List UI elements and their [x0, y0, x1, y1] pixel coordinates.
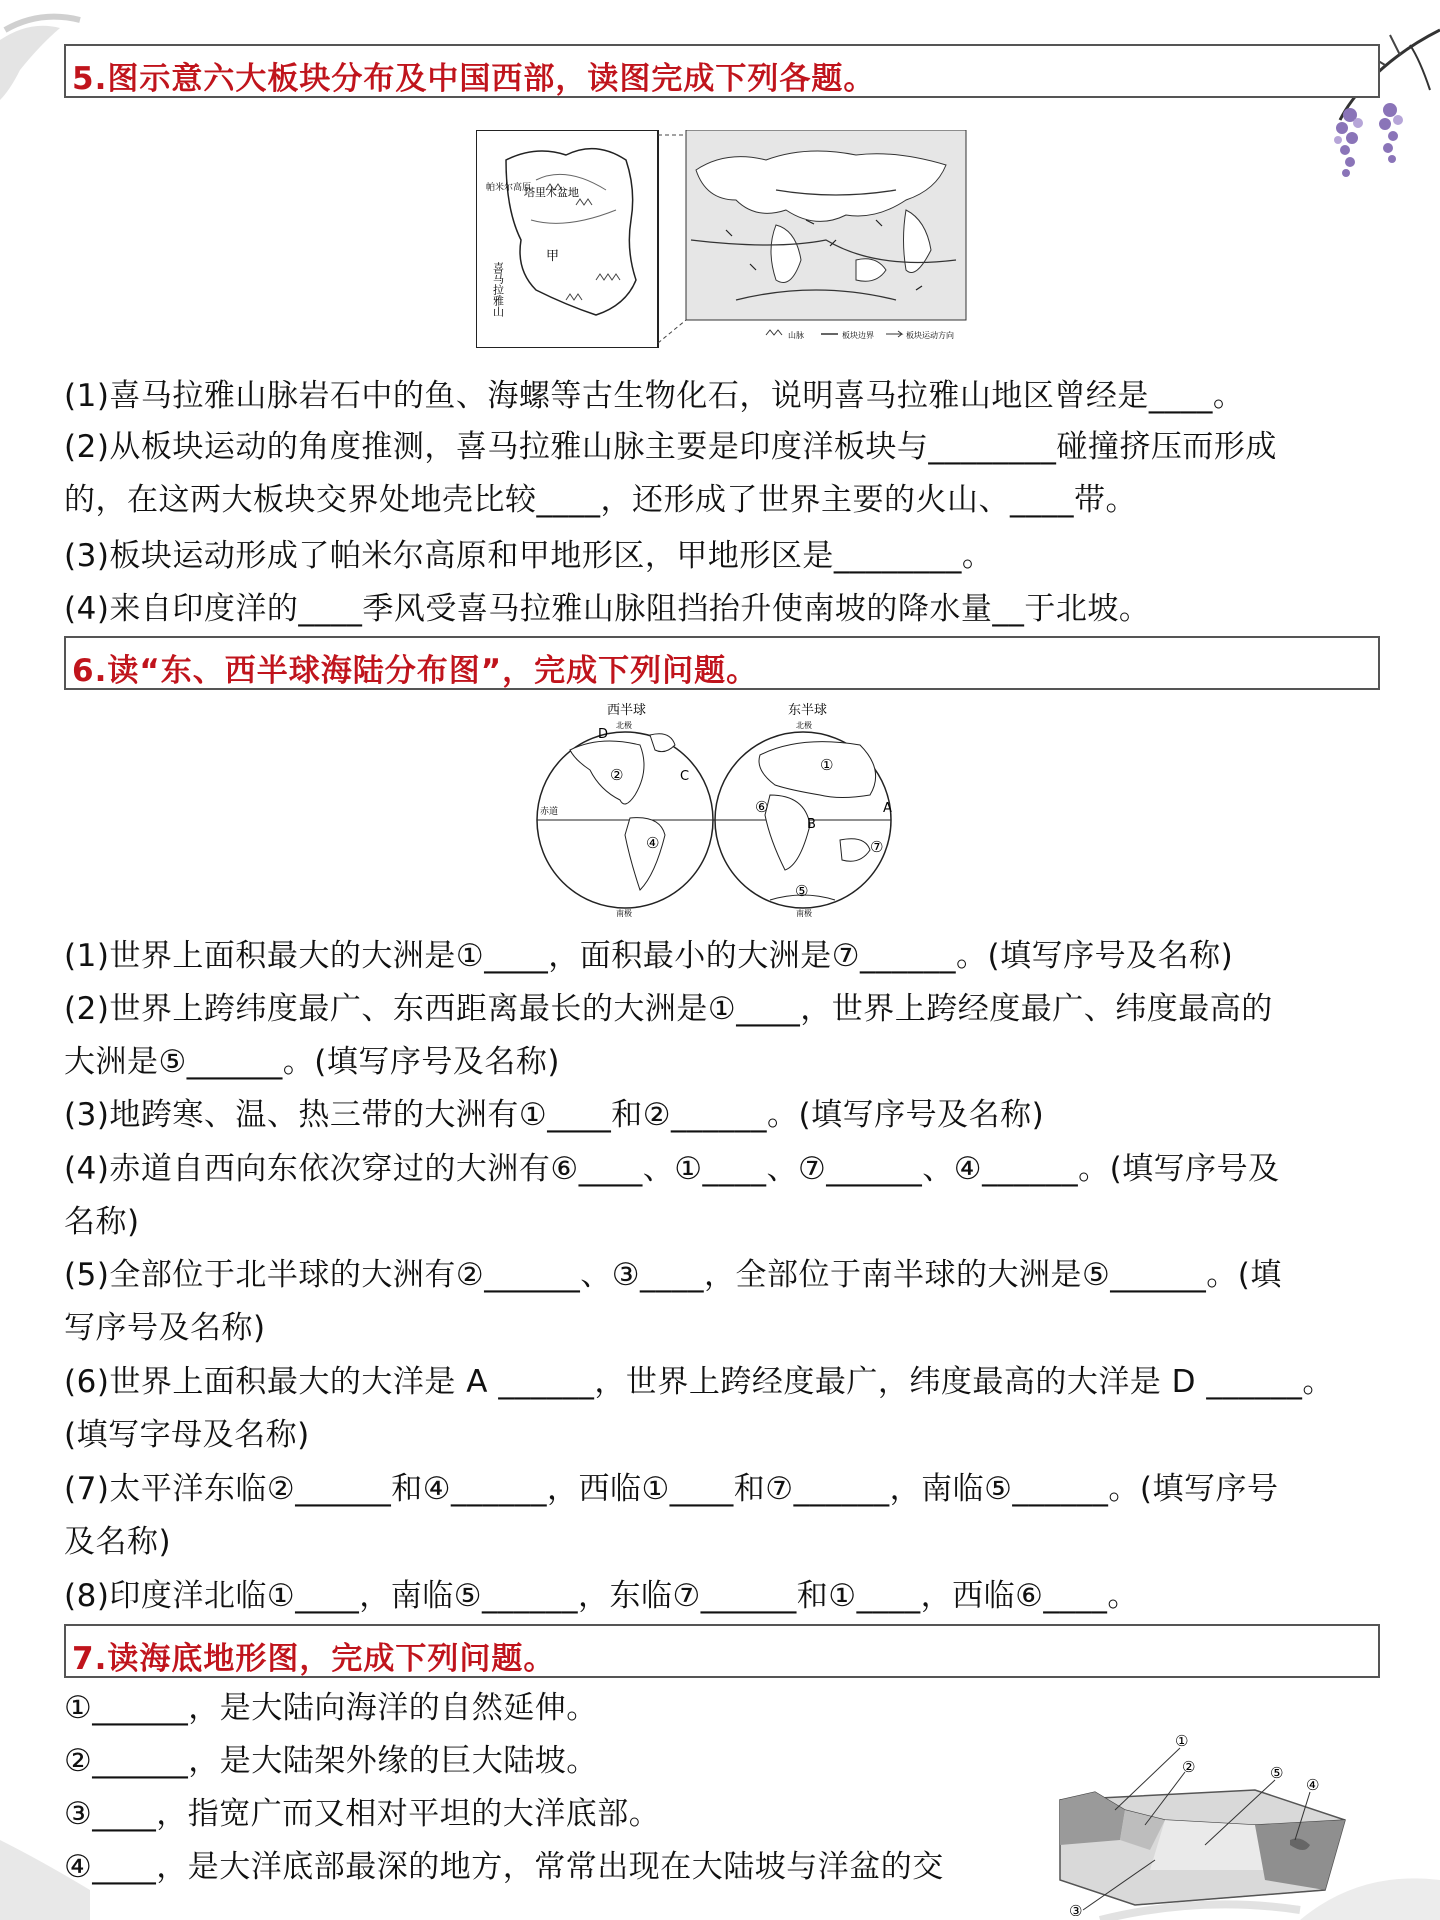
- q5-line-2: (2)从板块运动的角度推测，喜马拉雅山脉主要是印度洋板块与________碰撞挤压而形成: [64, 429, 1277, 465]
- q6-line-6: 名称): [64, 1204, 140, 1240]
- equator-label: 赤道: [540, 807, 559, 817]
- q5-line-1: (1)喜马拉雅山脉岩石中的鱼、海螺等古生物化石，说明喜马拉雅山地区曾经是____。: [64, 378, 1245, 414]
- question-6-header: [64, 636, 1380, 690]
- q7-line-4: ④____，是大洋底部最深的地方，常常出现在大陆坡与洋盆的交: [64, 1849, 944, 1885]
- q5-line-4: (3)板块运动形成了帕米尔高原和甲地形区，甲地形区是________。: [64, 538, 994, 574]
- tarim-basin-label: 塔里木盆地: [524, 186, 579, 199]
- q6-line-10: (填写字母及名称): [64, 1417, 310, 1453]
- seafloor-mark-2: ②: [1182, 1758, 1196, 1776]
- seafloor-terrain-figure: [1055, 1730, 1355, 1916]
- q6-line-3: 大洲是⑤______。(填写序号及名称): [64, 1044, 560, 1080]
- q5-line-3: 的，在这两大板块交界处地壳比较____，还形成了世界主要的火山、____带。: [64, 482, 1137, 518]
- q6-line-8: 写序号及名称): [64, 1310, 266, 1346]
- q6-line-11: (7)太平洋东临②______和④______，西临①____和⑦______，南临⑤______。(填写序号: [64, 1471, 1279, 1507]
- legend-plate-motion: 板块运动方向: [906, 331, 954, 340]
- question-5-header: [64, 44, 1380, 98]
- q6-line-1: (1)世界上面积最大的大洲是①____，面积最小的大洲是⑦______。(填写序号及名称): [64, 938, 1234, 974]
- q6-line-9: (6)世界上面积最大的大洋是 A ______，世界上跨经度最广，纬度最高的大洋是 D ______。: [64, 1364, 1334, 1400]
- q5-line-5: (4)来自印度洋的____季风受喜马拉雅山脉阻挡抬升使南坡的降水量__于北坡。: [64, 591, 1151, 627]
- east-mark-b: B: [807, 817, 816, 832]
- west-mark-4: ④: [646, 834, 660, 852]
- q7-line-1: ①______，是大陆向海洋的自然延伸。: [64, 1690, 598, 1726]
- q6-line-7: (5)全部位于北半球的大洲有②______、③____，全部位于南半球的大洲是⑤______。(填: [64, 1257, 1282, 1293]
- east-north-pole: 北极: [796, 721, 812, 730]
- west-hemisphere-title: 西半球: [607, 703, 647, 718]
- east-mark-5: ⑤: [795, 882, 809, 900]
- seafloor-mark-1: ①: [1175, 1732, 1189, 1750]
- west-mark-2: ②: [610, 766, 624, 784]
- west-south-pole: 南极: [616, 909, 632, 918]
- q6-line-5: (4)赤道自西向东依次穿过的大洲有⑥____、①____、⑦______、④______。(填写序号及: [64, 1151, 1280, 1187]
- west-mark-c: C: [680, 769, 690, 784]
- seafloor-mark-5: ⑤: [1270, 1764, 1284, 1782]
- east-south-pole: 南极: [796, 909, 812, 918]
- seafloor-mark-3: ③: [1069, 1902, 1083, 1916]
- jia-region-label: 甲: [546, 249, 560, 264]
- question-7-header: [64, 1624, 1380, 1678]
- east-hemisphere-title: 东半球: [788, 703, 828, 718]
- question-6-title: 6.读“东、西半球海陆分布图”，完成下列问题。: [72, 653, 759, 689]
- question-7-title: 7.读海底地形图，完成下列问题。: [72, 1641, 556, 1677]
- west-north-pole: 北极: [616, 721, 632, 730]
- east-mark-6: ⑥: [755, 798, 769, 816]
- east-mark-7: ⑦: [870, 838, 884, 856]
- west-mark-d: D: [598, 727, 609, 742]
- east-mark-a: A: [883, 801, 892, 816]
- plates-map-figure: [476, 130, 971, 348]
- legend-mountains: 山脉: [788, 331, 804, 340]
- seafloor-mark-4: ④: [1306, 1776, 1320, 1794]
- question-5-title: 5.图示意六大板块分布及中国西部，读图完成下列各题。: [72, 61, 876, 97]
- pamir-plateau-label: 帕米尔高原: [486, 183, 532, 193]
- hemispheres-map-figure: [530, 700, 910, 920]
- q7-line-2: ②______，是大陆架外缘的巨大陆坡。: [64, 1743, 598, 1779]
- q6-line-2: (2)世界上跨纬度最广、东西距离最长的大洲是①____，世界上跨经度最广、纬度最高的: [64, 991, 1273, 1027]
- q6-line-12: 及名称): [64, 1524, 172, 1560]
- q6-line-13: (8)印度洋北临①____，南临⑤______，东临⑦______和①____，西临⑥____。: [64, 1578, 1139, 1614]
- q6-line-4: (3)地跨寒、温、热三带的大洲有①____和②______。(填写序号及名称): [64, 1097, 1045, 1133]
- east-mark-1: ①: [820, 756, 834, 774]
- q7-line-3: ③____，指宽广而又相对平坦的大洋底部。: [64, 1796, 661, 1832]
- legend-plate-boundary: 板块边界: [842, 331, 874, 340]
- himalaya-label: 喜马拉雅山: [491, 262, 505, 317]
